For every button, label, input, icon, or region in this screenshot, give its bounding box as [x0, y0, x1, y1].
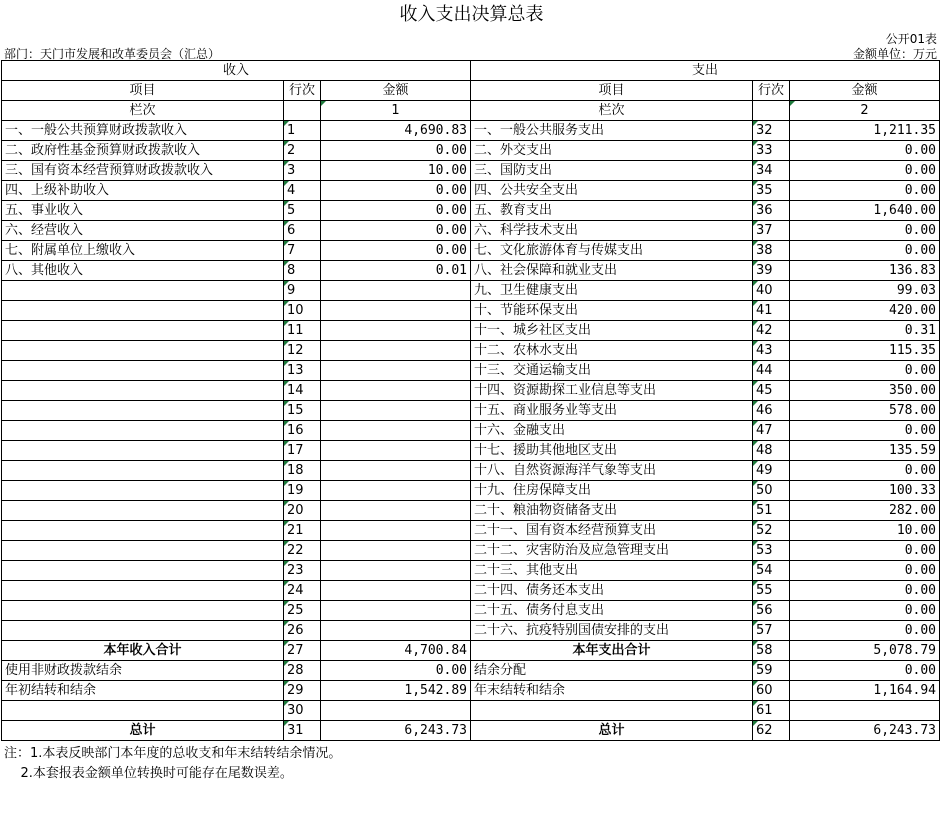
table-row [2, 161, 940, 181]
expense-row-no-cell[interactable]: 39 [753, 261, 790, 281]
income-row-no-cell[interactable]: 5 [284, 201, 321, 221]
income-amount-cell[interactable] [321, 381, 471, 401]
income-item-cell[interactable]: 三、国有资本经营预算财政拨款收入 [2, 161, 284, 181]
expense-amount-cell[interactable]: 282.00 [790, 501, 940, 521]
table-row [2, 481, 940, 501]
income-row-no-cell[interactable]: 24 [284, 581, 321, 601]
expense-item-cell[interactable]: 十七、援助其他地区支出 [471, 441, 753, 461]
expense-item-cell[interactable]: 六、科学技术支出 [471, 221, 753, 241]
expense-row-no-cell[interactable]: 41 [753, 301, 790, 321]
expense-amount-cell[interactable]: 0.00 [790, 221, 940, 241]
expense-item-header[interactable]: 项目 [471, 81, 753, 101]
table-row [2, 421, 940, 441]
expense-total-row-no[interactable]: 59 [753, 661, 790, 681]
income-row-no-cell[interactable]: 15 [284, 401, 321, 421]
income-amount-cell[interactable] [321, 621, 471, 641]
column-index-row [2, 101, 940, 121]
income-row-no-cell[interactable]: 21 [284, 521, 321, 541]
income-total-amount[interactable]: 4,700.84 [321, 641, 471, 661]
expense-amount-cell[interactable]: 0.00 [790, 361, 940, 381]
expense-row-no-cell[interactable]: 55 [753, 581, 790, 601]
expense-row-no-cell[interactable]: 50 [753, 481, 790, 501]
expense-column-label[interactable]: 栏次 [471, 101, 753, 121]
income-amount-cell[interactable] [321, 501, 471, 521]
expense-total-row-no[interactable]: 58 [753, 641, 790, 661]
income-item-cell[interactable]: 八、其他收入 [2, 261, 284, 281]
expense-row-no-cell[interactable]: 49 [753, 461, 790, 481]
expense-total-row-no[interactable]: 61 [753, 701, 790, 721]
table-row [2, 601, 940, 621]
table-row [2, 461, 940, 481]
income-row-no-cell[interactable]: 16 [284, 421, 321, 441]
expense-amount-cell[interactable]: 10.00 [790, 521, 940, 541]
income-total-label[interactable]: 本年收入合计 [2, 641, 284, 661]
expense-item-cell[interactable]: 四、公共安全支出 [471, 181, 753, 201]
income-item-cell[interactable]: 七、附属单位上缴收入 [2, 241, 284, 261]
income-total-row-no[interactable]: 28 [284, 661, 321, 681]
income-amount-cell[interactable] [321, 401, 471, 421]
table-row [2, 201, 940, 221]
income-row-no-cell[interactable]: 2 [284, 141, 321, 161]
income-row-no-cell[interactable]: 4 [284, 181, 321, 201]
income-row-no-cell[interactable]: 14 [284, 381, 321, 401]
expense-amount-cell[interactable]: 0.00 [790, 461, 940, 481]
income-item-cell[interactable] [2, 601, 284, 621]
total-row [2, 721, 940, 741]
expense-amount-cell[interactable]: 0.00 [790, 141, 940, 161]
table-row [2, 181, 940, 201]
table-row [2, 281, 940, 301]
expense-row-no-cell[interactable]: 54 [753, 561, 790, 581]
income-item-cell[interactable]: 一、一般公共预算财政拨款收入 [2, 121, 284, 141]
income-row-no-cell[interactable]: 22 [284, 541, 321, 561]
income-item-cell[interactable] [2, 501, 284, 521]
expense-amount-cell[interactable]: 578.00 [790, 401, 940, 421]
income-item-cell[interactable]: 六、经营收入 [2, 221, 284, 241]
income-total-row-no[interactable]: 27 [284, 641, 321, 661]
income-total-amount[interactable]: 0.00 [321, 661, 471, 681]
expense-item-cell[interactable]: 二十一、国有资本经营预算支出 [471, 521, 753, 541]
expense-item-cell[interactable]: 八、社会保障和就业支出 [471, 261, 753, 281]
expense-item-cell[interactable]: 十四、资源勘探工业信息等支出 [471, 381, 753, 401]
expense-row-no-cell[interactable]: 51 [753, 501, 790, 521]
expense-item-cell[interactable]: 十二、农林水支出 [471, 341, 753, 361]
department-label: 部门：天门市发展和改革委员会（汇总） [4, 47, 221, 61]
expense-item-cell[interactable]: 十五、商业服务业等支出 [471, 401, 753, 421]
income-amount-cell[interactable]: 0.00 [321, 221, 471, 241]
income-total-amount[interactable] [321, 701, 471, 721]
total-row [2, 661, 940, 681]
income-item-cell[interactable] [2, 301, 284, 321]
income-row-no-cell[interactable]: 9 [284, 281, 321, 301]
income-row-no-cell[interactable]: 1 [284, 121, 321, 141]
income-amount-cell[interactable] [321, 601, 471, 621]
total-row [2, 641, 940, 661]
income-amount-cell[interactable] [321, 561, 471, 581]
income-amount-cell[interactable]: 0.00 [321, 201, 471, 221]
expense-amount-cell[interactable]: 0.00 [790, 621, 940, 641]
expense-row-no-cell[interactable]: 34 [753, 161, 790, 181]
table-row [2, 361, 940, 381]
expense-item-cell[interactable]: 一、一般公共服务支出 [471, 121, 753, 141]
income-total-label[interactable]: 使用非财政拨款结余 [2, 661, 284, 681]
expense-total-label[interactable] [471, 701, 753, 721]
income-row-no-cell[interactable]: 20 [284, 501, 321, 521]
income-item-cell[interactable] [2, 321, 284, 341]
expense-row-no-cell[interactable]: 48 [753, 441, 790, 461]
expense-amount-cell[interactable]: 0.00 [790, 541, 940, 561]
income-row-no-cell[interactable]: 19 [284, 481, 321, 501]
note-1: 注：1.本表反映部门本年度的总收支和年末结转结余情况。 [4, 746, 342, 761]
income-item-cell[interactable] [2, 381, 284, 401]
form-code: 公开01表 [885, 32, 937, 46]
income-item-cell[interactable]: 二、政府性基金预算财政拨款收入 [2, 141, 284, 161]
expense-amount-cell[interactable]: 1,640.00 [790, 201, 940, 221]
expense-row-no-cell[interactable]: 37 [753, 221, 790, 241]
income-item-cell[interactable]: 四、上级补助收入 [2, 181, 284, 201]
income-item-cell[interactable] [2, 581, 284, 601]
income-row-no-cell[interactable]: 18 [284, 461, 321, 481]
expense-row-no-header[interactable]: 行次 [753, 81, 790, 101]
expense-item-cell[interactable]: 二十六、抗疫特别国债安排的支出 [471, 621, 753, 641]
expense-row-no-cell[interactable]: 56 [753, 601, 790, 621]
income-amount-cell[interactable]: 10.00 [321, 161, 471, 181]
expense-amount-cell[interactable]: 0.31 [790, 321, 940, 341]
expense-item-cell[interactable]: 三、国防支出 [471, 161, 753, 181]
income-item-cell[interactable] [2, 561, 284, 581]
expense-row-no-cell[interactable]: 36 [753, 201, 790, 221]
income-item-cell[interactable] [2, 621, 284, 641]
income-amount-cell[interactable] [321, 441, 471, 461]
expense-total-row-no[interactable]: 62 [753, 721, 790, 741]
income-item-cell[interactable] [2, 401, 284, 421]
expense-total-label[interactable]: 年末结转和结余 [471, 681, 753, 701]
income-item-cell[interactable] [2, 341, 284, 361]
expense-item-cell[interactable]: 二十四、债务还本支出 [471, 581, 753, 601]
expense-item-cell[interactable]: 十八、自然资源海洋气象等支出 [471, 461, 753, 481]
expense-amount-cell[interactable]: 420.00 [790, 301, 940, 321]
expense-amount-cell[interactable]: 99.03 [790, 281, 940, 301]
expense-row-no-cell[interactable]: 32 [753, 121, 790, 141]
expense-row-no-cell[interactable]: 47 [753, 421, 790, 441]
income-row-no-cell[interactable]: 3 [284, 161, 321, 181]
expense-row-no-cell[interactable]: 42 [753, 321, 790, 341]
expense-amount-cell[interactable]: 136.83 [790, 261, 940, 281]
expense-item-cell[interactable]: 五、教育支出 [471, 201, 753, 221]
expense-total-amount[interactable] [790, 701, 940, 721]
income-row-no-cell[interactable]: 7 [284, 241, 321, 261]
expense-row-no-cell[interactable]: 52 [753, 521, 790, 541]
income-amount-cell[interactable] [321, 421, 471, 441]
empty-cell[interactable] [284, 101, 321, 121]
income-amount-cell[interactable] [321, 521, 471, 541]
income-row-no-cell[interactable]: 6 [284, 221, 321, 241]
expense-total-amount[interactable]: 0.00 [790, 661, 940, 681]
expense-item-cell[interactable]: 二十五、债务付息支出 [471, 601, 753, 621]
income-row-no-cell[interactable]: 17 [284, 441, 321, 461]
income-amount-cell[interactable]: 0.01 [321, 261, 471, 281]
income-amount-cell[interactable] [321, 281, 471, 301]
income-row-no-cell[interactable]: 10 [284, 301, 321, 321]
income-row-no-cell[interactable]: 11 [284, 321, 321, 341]
expense-row-no-cell[interactable]: 46 [753, 401, 790, 421]
income-amount-cell[interactable] [321, 361, 471, 381]
empty-cell[interactable] [753, 101, 790, 121]
expense-amount-cell[interactable]: 0.00 [790, 161, 940, 181]
expense-row-no-cell[interactable]: 44 [753, 361, 790, 381]
income-item-cell[interactable] [2, 481, 284, 501]
expense-row-no-cell[interactable]: 43 [753, 341, 790, 361]
income-item-cell[interactable] [2, 281, 284, 301]
expense-item-cell[interactable]: 二十二、灾害防治及应急管理支出 [471, 541, 753, 561]
income-amount-cell[interactable]: 4,690.83 [321, 121, 471, 141]
expense-item-cell[interactable]: 十一、城乡社区支出 [471, 321, 753, 341]
income-row-no-cell[interactable]: 26 [284, 621, 321, 641]
expense-amount-cell[interactable]: 350.00 [790, 381, 940, 401]
table-row [2, 581, 940, 601]
expense-amount-cell[interactable]: 0.00 [790, 181, 940, 201]
expense-amount-cell[interactable]: 1,211.35 [790, 121, 940, 141]
income-amount-cell[interactable] [321, 481, 471, 501]
table-row [2, 541, 940, 561]
expense-row-no-cell[interactable]: 57 [753, 621, 790, 641]
income-row-no-cell[interactable]: 25 [284, 601, 321, 621]
income-amount-cell[interactable] [321, 341, 471, 361]
expense-total-label[interactable]: 本年支出合计 [471, 641, 753, 661]
expense-total-amount[interactable]: 1,164.94 [790, 681, 940, 701]
income-item-cell[interactable] [2, 361, 284, 381]
income-amount-header[interactable]: 金额 [321, 81, 471, 101]
table-row [2, 341, 940, 361]
expense-total-label[interactable]: 总计 [471, 721, 753, 741]
expense-row-no-cell[interactable]: 35 [753, 181, 790, 201]
expense-amount-cell[interactable]: 0.00 [790, 581, 940, 601]
income-row-no-header[interactable]: 行次 [284, 81, 321, 101]
expense-amount-cell[interactable]: 135.59 [790, 441, 940, 461]
expense-row-no-cell[interactable]: 53 [753, 541, 790, 561]
income-total-amount[interactable]: 6,243.73 [321, 721, 471, 741]
total-row [2, 681, 940, 701]
expense-total-amount[interactable]: 6,243.73 [790, 721, 940, 741]
table-row [2, 241, 940, 261]
table-row [2, 221, 940, 241]
income-column-label[interactable]: 栏次 [2, 101, 284, 121]
expense-item-cell[interactable]: 十九、住房保障支出 [471, 481, 753, 501]
income-total-label[interactable]: 年初结转和结余 [2, 681, 284, 701]
income-amount-cell[interactable] [321, 301, 471, 321]
expense-amount-header[interactable]: 金额 [790, 81, 940, 101]
unit-label: 金额单位：万元 [852, 47, 937, 61]
expense-amount-cell[interactable]: 0.00 [790, 601, 940, 621]
income-item-cell[interactable]: 五、事业收入 [2, 201, 284, 221]
expense-total-row-no[interactable]: 60 [753, 681, 790, 701]
income-row-no-cell[interactable]: 13 [284, 361, 321, 381]
table-row [2, 561, 940, 581]
note-2: 2.本套报表金额单位转换时可能存在尾数误差。 [4, 766, 293, 781]
expense-item-cell[interactable]: 二十三、其他支出 [471, 561, 753, 581]
income-item-cell[interactable] [2, 461, 284, 481]
expense-item-cell[interactable]: 十六、金融支出 [471, 421, 753, 441]
expense-total-label[interactable]: 结余分配 [471, 661, 753, 681]
income-total-amount[interactable]: 1,542.89 [321, 681, 471, 701]
expense-item-cell[interactable]: 二十、粮油物资储备支出 [471, 501, 753, 521]
expense-item-cell[interactable]: 十、节能环保支出 [471, 301, 753, 321]
expense-amount-cell[interactable]: 0.00 [790, 561, 940, 581]
income-amount-cell[interactable]: 0.00 [321, 181, 471, 201]
table-row [2, 301, 940, 321]
table-row [2, 261, 940, 281]
income-total-row-no[interactable]: 29 [284, 681, 321, 701]
page-title: 收入支出决算总表 [399, 4, 544, 25]
income-row-no-cell[interactable]: 23 [284, 561, 321, 581]
expense-row-no-cell[interactable]: 45 [753, 381, 790, 401]
expense-amount-cell[interactable]: 100.33 [790, 481, 940, 501]
income-column-index[interactable]: 1 [321, 101, 471, 121]
total-row [2, 701, 940, 721]
expense-item-cell[interactable]: 十三、交通运输支出 [471, 361, 753, 381]
expense-row-no-cell[interactable]: 38 [753, 241, 790, 261]
table-row [2, 441, 940, 461]
expense-amount-cell[interactable]: 0.00 [790, 421, 940, 441]
income-header[interactable]: 收入 [2, 61, 471, 81]
income-amount-cell[interactable]: 0.00 [321, 241, 471, 261]
section-header-row [2, 61, 940, 81]
table-row [2, 141, 940, 161]
table-row [2, 521, 940, 541]
expense-amount-cell[interactable]: 0.00 [790, 241, 940, 261]
table-row [2, 501, 940, 521]
expense-amount-cell[interactable]: 115.35 [790, 341, 940, 361]
expense-header[interactable]: 支出 [471, 61, 940, 81]
income-row-no-cell[interactable]: 12 [284, 341, 321, 361]
table-row [2, 121, 940, 141]
table-row [2, 381, 940, 401]
expense-item-cell[interactable]: 二、外交支出 [471, 141, 753, 161]
expense-total-amount[interactable]: 5,078.79 [790, 641, 940, 661]
expense-row-no-cell[interactable]: 33 [753, 141, 790, 161]
income-total-row-no[interactable]: 31 [284, 721, 321, 741]
column-header-row [2, 81, 940, 101]
income-amount-cell[interactable] [321, 461, 471, 481]
income-item-cell[interactable] [2, 521, 284, 541]
budget-table [1, 60, 940, 741]
table-row [2, 621, 940, 641]
income-total-label[interactable] [2, 701, 284, 721]
table-row [2, 401, 940, 421]
expense-row-no-cell[interactable]: 40 [753, 281, 790, 301]
income-amount-cell[interactable] [321, 581, 471, 601]
income-row-no-cell[interactable]: 8 [284, 261, 321, 281]
income-total-row-no[interactable]: 30 [284, 701, 321, 721]
income-amount-cell[interactable] [321, 321, 471, 341]
income-item-cell[interactable] [2, 441, 284, 461]
income-total-label[interactable]: 总计 [2, 721, 284, 741]
income-amount-cell[interactable]: 0.00 [321, 141, 471, 161]
expense-column-index[interactable]: 2 [790, 101, 940, 121]
table-row [2, 321, 940, 341]
expense-item-cell[interactable]: 九、卫生健康支出 [471, 281, 753, 301]
income-amount-cell[interactable] [321, 541, 471, 561]
income-item-cell[interactable] [2, 541, 284, 561]
income-item-cell[interactable] [2, 421, 284, 441]
expense-item-cell[interactable]: 七、文化旅游体育与传媒支出 [471, 241, 753, 261]
income-item-header[interactable]: 项目 [2, 81, 284, 101]
